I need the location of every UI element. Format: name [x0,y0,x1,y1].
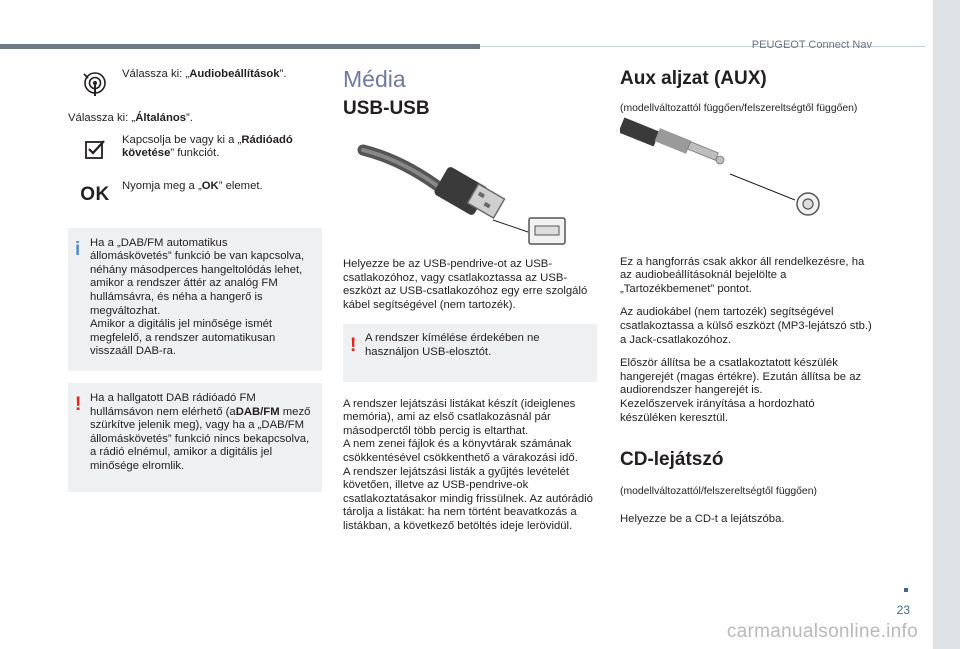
aux-paragraph-3: Először állítsa be a csatlakoztatott készülék hangerejét (magas értékre). Ezután állítsa be az audiorendszer hangerejét is. Kezelőszervek irányítása a hordozható készüléken keresztül. [620,357,862,424]
step-text: Kapcsolja be vagy ki a „Rádióadó követése” funkciót. [122,133,293,160]
cd-paragraph: Helyezze be a CD-t a lejátszóba. [620,512,785,525]
warning-text: Ha a hallgatott DAB rádióadó FM hullámsávon nem elérhető (aDAB/FM mező szürkítve jelenik meg), vagy ha a „DAB/FM állomáskövetés” funkció nincs bekapcsolva, a rádió elnémul, amikor a digitális jel minősége elromlik. [90,391,311,472]
aux-paragraph-2: Az audiokábel (nem tartozék) segítségével csatlakoztassa a külső eszközt (MP3-lejátszó stb.) a Jack-csatlakozóhoz. [620,306,872,346]
select-general: Válassza ki: „Általános”. [68,112,193,124]
info-icon: i [75,238,81,260]
section-title: Média [343,66,406,92]
checkbox-icon [68,132,122,166]
warning-icon: ! [350,335,357,357]
usb-title: USB-USB [343,98,430,119]
warning-icon: ! [75,393,82,415]
step-station-follow [68,132,322,166]
page-number: 23 [896,603,910,617]
step-text: Nyomja meg a „OK” elemet. [122,179,263,192]
jack-plug-icon [620,116,874,236]
warning-text: A rendszer kímélése érdekében ne használjon USB-elosztót. [365,332,540,358]
cd-title: CD-lejátszó [620,449,724,471]
radio-settings-icon [68,66,122,100]
usb-plug-icon [343,120,597,250]
usb-paragraph-1: Helyezze be az USB-pendrive-ot az USB-csatlakozóhoz, vagy csatlakoztassa az USB-eszközt az USB-csatlakozóhoz egy erre szolgáló kábel segítségével (nem tartozék). [343,258,588,311]
usb-paragraph-2: A rendszer lejátszási listákat készít (ideiglenes memória), ami az első csatlakozásnál pár másodperctől több percig is eltarthat. A nem zenei fájlok és a könyvtárak számának csökkentésével csökkenthető a várakozási idő. A rendszer lejátszási listák a gyűjtés levételét követően, illetve az USB-pendrive-ok csatlakoztatásakor mindig frissülnek. Az autórádió tárolja a listákat: ha nem történt beavatkozás a listákban, a következő betöltés ideje lerövidül. [343,397,593,532]
warning-box [343,324,597,381]
usb-illustration [343,120,597,252]
warning-box [68,383,322,492]
column-media [343,66,597,534]
aux-paragraph-1: Ez a hangforrás csak akkor áll rendelkezésre, ha az audiobeállításoknál bejelölte a „Tartozékbemenet” pontot. [620,255,865,295]
column-radio [68,66,322,492]
aux-note: (modellváltozattól függően/felszereltségtől függően) [620,103,858,114]
cd-note: (modellváltozattól/felszereltségtől függően) [620,486,817,498]
page-sidebar [933,0,960,649]
info-text: Ha a „DAB/FM automatikus állomáskövetés” funkció be van kapcsolva, néhány másodperces hangeltolódás lehet, amikor a rendszer áttér az analóg FM hullámsávra, és néha a hangerő is megváltozhat. Amikor a digitális jel minősége ismét megfelelő, a rendszer automatikusan visszaáll DAB-ra. [90,236,305,358]
step-text: Válassza ki: „Audiobeállítások”. [122,68,287,80]
header-title: PEUGEOT Connect Nav [751,39,872,51]
watermark: carmanualsonline.info [726,621,918,642]
page-bullet [904,588,908,592]
info-box [68,228,322,371]
column-aux [620,66,874,526]
aux-illustration [620,116,874,238]
header-bar [0,44,480,49]
step-ok [68,178,322,212]
ok-icon: OK [80,183,110,205]
aux-title: Aux aljzat (AUX) [620,68,767,89]
step-audio-settings [68,66,322,100]
